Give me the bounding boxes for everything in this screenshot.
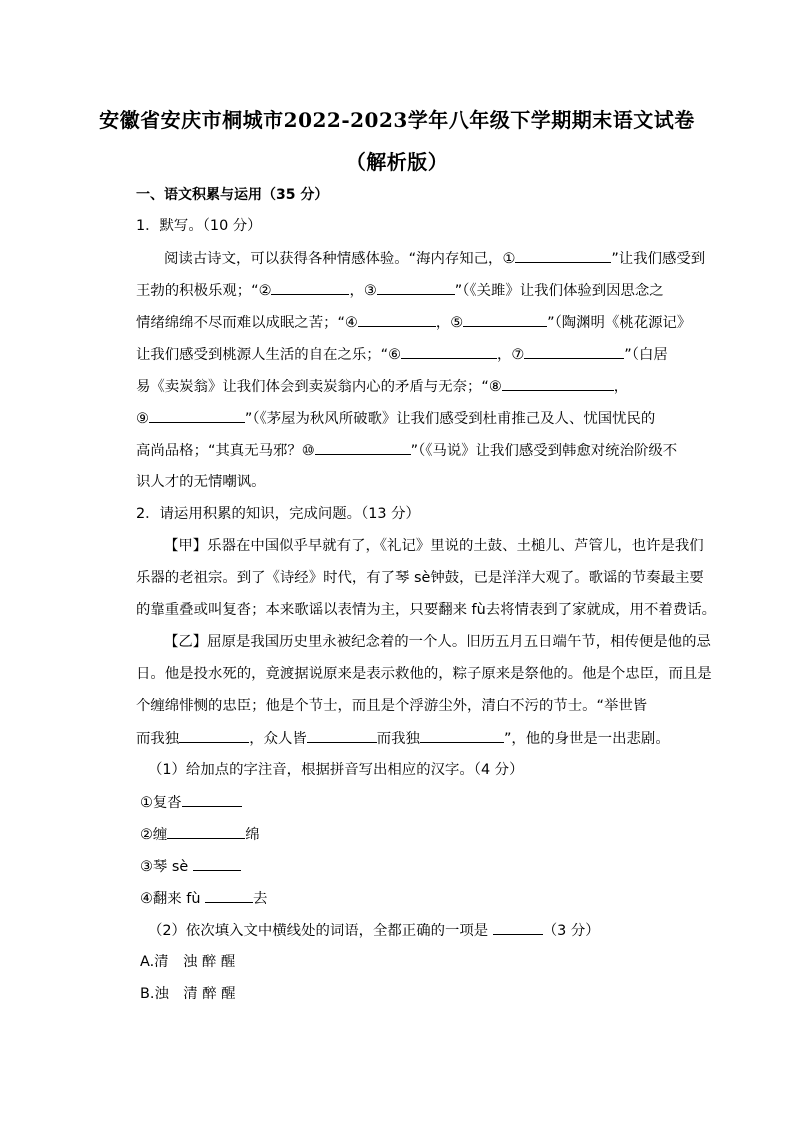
blank-quote-3[interactable] <box>420 728 504 743</box>
pinyin-item-4: ④翻来 fù 去 <box>140 888 688 909</box>
document-title: 安徽省安庆市桐城市2022-2023学年八年级下学期期末语文试卷 <box>99 108 695 132</box>
q1-line-4: 让我们感受到桃源人生活的自在之乐；“⑥ ，⑦ ”（白居 <box>136 344 684 365</box>
passage-jia-line-1: 【甲】乐器在中国似乎早就有了，《礼记》里说的土鼓、土槌儿、芦管儿，也许是我们 <box>164 538 704 554</box>
passage-yi-line-4: 而我独 ，众人皆 而我独 ”，他的身世是一出悲剧。 <box>136 728 684 749</box>
answer-blank-choice[interactable] <box>493 920 543 935</box>
q1-line-8: 识人才的无情嘲讽。 <box>136 474 266 490</box>
answer-blank-2[interactable] <box>167 824 245 839</box>
blank-10[interactable] <box>315 440 411 455</box>
blank-5[interactable] <box>463 312 547 327</box>
blank-1[interactable] <box>515 248 611 263</box>
option-a[interactable]: A.清 浊 醉 醒 <box>140 954 236 970</box>
section-heading: 一、语文积累与运用（35 分） <box>136 187 329 203</box>
blank-2[interactable] <box>271 280 349 295</box>
question-2-heading: 2．请运用积累的知识，完成问题。（13 分） <box>136 506 420 522</box>
document-subtitle: （解析版） <box>345 150 449 174</box>
blank-quote-1[interactable] <box>179 728 249 743</box>
q1-line-1: 阅读古诗文，可以获得各种情感体验。“海内存知己，① ”让我们感受到 <box>164 248 684 269</box>
q1-line-6: ⑨ ”（《茅屋为秋风所破歌》让我们感受到杜甫推己及人、忧国忧民的 <box>136 408 684 429</box>
question-1-heading: 1．默写。（10 分） <box>136 218 262 234</box>
answer-blank-1[interactable] <box>182 792 242 807</box>
answer-blank-3[interactable] <box>193 856 241 871</box>
passage-jia-line-2: 乐器的老祖宗。到了《诗经》时代，有了琴 sè钟鼓，已是洋洋大观了。歌谣的节奏最主要 <box>136 570 704 586</box>
blank-quote-2[interactable] <box>307 728 377 743</box>
passage-yi-line-2: 日。他是投水死的，竟渡据说原来是表示救他的，粽子原来是祭他的。他是个忠臣，而且是 <box>136 666 712 682</box>
passage-jia-line-3: 的靠重叠或叫复沓；本来歌谣以表情为主，只要翻来 fù去将情表到了家就成，用不着费话。 <box>136 602 716 618</box>
option-b[interactable]: B.浊 清 醉 醒 <box>140 986 236 1002</box>
passage-yi-line-1: 【乙】屈原是我国历史里永被纪念着的一个人。旧历五月五日端午节，相传便是他的忌 <box>164 634 711 650</box>
blank-3[interactable] <box>377 280 455 295</box>
sub-question-1: （1）给加点的字注音，根据拼音写出相应的汉字。（4 分） <box>148 762 524 778</box>
sub-question-2: （2）依次填入文中横线处的词语，全都正确的一项是 （3 分） <box>148 920 696 941</box>
blank-9[interactable] <box>149 408 245 423</box>
q1-line-7: 高尚品格；“其真无马邪？⑩ ”（《马说》让我们感受到韩愈对统治阶级不 <box>136 440 684 461</box>
blank-8[interactable] <box>502 376 614 391</box>
pinyin-item-1: ①复沓 <box>140 792 688 813</box>
pinyin-item-3: ③琴 sè <box>140 856 688 877</box>
blank-4[interactable] <box>358 312 436 327</box>
passage-yi-line-3: 个缠绵悱恻的忠臣；他是个节士，而且是个浮游尘外，清白不污的节士。“举世皆 <box>136 698 648 714</box>
q1-line-3: 情绪绵绵不尽而难以成眠之苦；“④ ，⑤ ”（陶渊明《桃花源记》 <box>136 312 684 333</box>
answer-blank-4[interactable] <box>205 888 253 903</box>
pinyin-item-2: ②缠 绵 <box>140 824 688 845</box>
blank-6[interactable] <box>401 344 497 359</box>
q1-line-2: 王勃的积极乐观；“② ，③ ”（《关雎》让我们体验到因思念之 <box>136 280 684 301</box>
q1-line-5: 易《卖炭翁》让我们体会到卖炭翁内心的矛盾与无奈；“⑧ ， <box>136 376 684 397</box>
blank-7[interactable] <box>524 344 624 359</box>
